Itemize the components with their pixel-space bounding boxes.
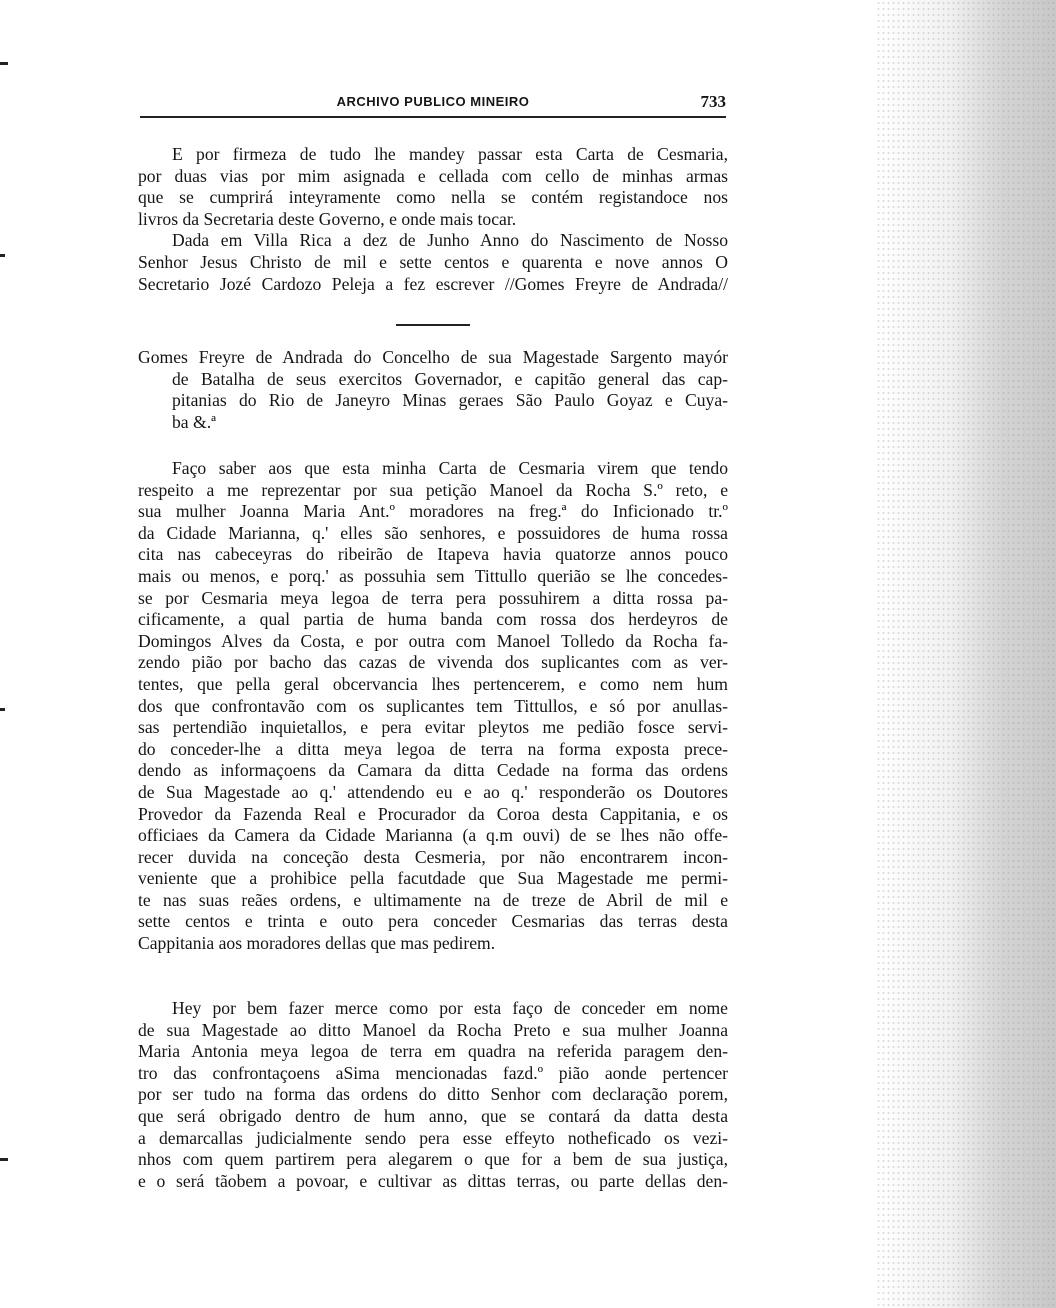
text-line: respeito a me reprezentar por sua petição Manoel da Rocha S.º reto, e <box>138 479 728 500</box>
text-line: tro das confrontaçoens aSima mencionadas fazd.º pião aonde pertencer <box>138 1062 728 1083</box>
text-line: dendo as informaçoens da Camara da ditta Cedade na forma das ordens <box>138 760 728 781</box>
heading-line: de Batalha de seus exercitos Governador, e capitão general das cap- <box>172 368 728 389</box>
margin-mark <box>0 1158 8 1161</box>
text-line: zendo pião por bacho das cazas de vivenda dos suplicantes com as ver- <box>138 652 728 673</box>
text-line: do conceder-lhe a ditta meya legoa de terra na forma exposta prece- <box>138 738 728 759</box>
text-line: veniente que a prohibice pella facutdade que Sua Magestade me permi- <box>138 868 728 889</box>
text-line: Hey por bem fazer merce como por esta faço de conceder em nome <box>172 998 728 1018</box>
text-line: recer duvida na conceção desta Cesmeria, por não encontrarem incon- <box>138 846 728 867</box>
text-line: de sua Magestade ao ditto Manoel da Rocha Preto e sua mulher Joanna <box>138 1019 728 1040</box>
text-line: Secretario Jozé Cardozo Peleja a fez escrever //Gomes Freyre de Andrada// <box>138 273 728 294</box>
text-line: nhos com quem partirem pera alegarem o que for a bem de sua justiça, <box>138 1149 728 1170</box>
section-separator <box>396 324 470 326</box>
heading-line: ba &.ª <box>172 411 216 432</box>
text-line: tentes, que pella geral obcervancia lhes pertencerem, e como nem hum <box>138 673 728 694</box>
text-line: mais ou menos, e porq.' as possuhia sem Tittullo querião se lhe concedes- <box>138 565 728 586</box>
text-line: por duas vias por mim asignada e cellada com cello de minhas armas <box>138 165 728 186</box>
text-line: por ser tudo na forma das ordens do ditto Senhor com declaração porem, <box>138 1084 728 1105</box>
page-number: 733 <box>700 92 726 111</box>
text-line: Faço saber aos que esta minha Carta de Cesmaria virem que tendo <box>172 458 728 478</box>
text-line: Domingos Alves da Costa, e por outra com Manoel Tolledo da Rocha fa- <box>138 630 728 651</box>
text-line: que será obrigado dentro de hum anno, que se contará da datta desta <box>138 1105 728 1126</box>
text-line: Provedor da Fazenda Real e Procurador da Coroa desta Cappitania, e os <box>138 803 728 824</box>
heading-line: Gomes Freyre de Andrada do Concelho de sua Magestade Sargento mayór <box>138 347 728 367</box>
text-line: dos que confrontavão com os suplicantes tem Tittullos, e só por anullas- <box>138 695 728 716</box>
text-line: e o será tãobem a povoar, e cultivar as dittas terras, ou parte dellas den- <box>138 1170 728 1191</box>
text-line: cificamente, a qual partia de huma banda com rossa dos herdeyros de <box>138 609 728 630</box>
text-line: Maria Antonia meya legoa de terra em quadra na referida paragem den- <box>138 1041 728 1062</box>
text-line: que se cumprirá inteyramente como nella se contém registandoce nos <box>138 187 728 208</box>
margin-mark <box>0 708 5 711</box>
text-line: Cappitania aos moradores dellas que mas pedirem. <box>138 933 496 954</box>
margin-mark <box>0 62 8 65</box>
running-title: ARCHIVO PUBLICO MINEIRO <box>336 94 530 109</box>
text-line: sas pertendião inquietallos, e pera evitar pleytos me pedião fosce servi- <box>138 717 728 738</box>
page-header <box>140 92 726 114</box>
text-line: se por Cesmaria meya legoa de terra pera possuhirem a ditta rossa pa- <box>138 587 728 608</box>
text-line: officiaes da Camera da Cidade Marianna (a q.m ouvi) de se lhes não offe- <box>138 825 728 846</box>
scan-edge-shadow <box>876 0 1056 1308</box>
text-line: sette centos e trinta e outo pera conceder Cesmarias das terras desta <box>138 911 728 932</box>
text-line: cita nas cabeceyras do ribeirão de Itapeva havia quatorze annos pouco <box>138 544 728 565</box>
text-line: E por firmeza de tudo lhe mandey passar esta Carta de Cesmaria, <box>172 144 728 164</box>
text-line: sua mulher Joanna Maria Ant.º moradores na freg.ª do Inficionado tr.º <box>138 501 728 522</box>
text-line: da Cidade Marianna, q.' elles são senhores, e possuidores de huma rossa <box>138 522 728 543</box>
heading-line: pitanias do Rio de Janeyro Minas geraes São Paulo Goyaz e Cuya- <box>172 390 728 411</box>
text-line: a demarcallas judicialmente sendo pera esse effeyto notheficado os vezi- <box>138 1127 728 1148</box>
text-line: livros da Secretaria deste Governo, e onde mais tocar. <box>138 208 517 229</box>
section-heading <box>138 347 728 433</box>
header-rule <box>140 116 726 118</box>
text-line: de Sua Magestade ao q.' attendendo eu e ao q.' responderão os Doutores <box>138 781 728 802</box>
paragraph-grant <box>138 998 728 1192</box>
paragraph-closing <box>138 144 728 295</box>
text-line: Senhor Jesus Christo de mil e sette centos e quarenta e nove annos O <box>138 251 728 272</box>
paragraph-main <box>138 458 728 955</box>
text-line: te nas suas reães ordens, e ultimamente na de treze de Abril de mil e <box>138 889 728 910</box>
text-line: Dada em Villa Rica a dez de Junho Anno do Nascimento de Nosso <box>172 230 728 251</box>
margin-mark <box>0 254 5 257</box>
